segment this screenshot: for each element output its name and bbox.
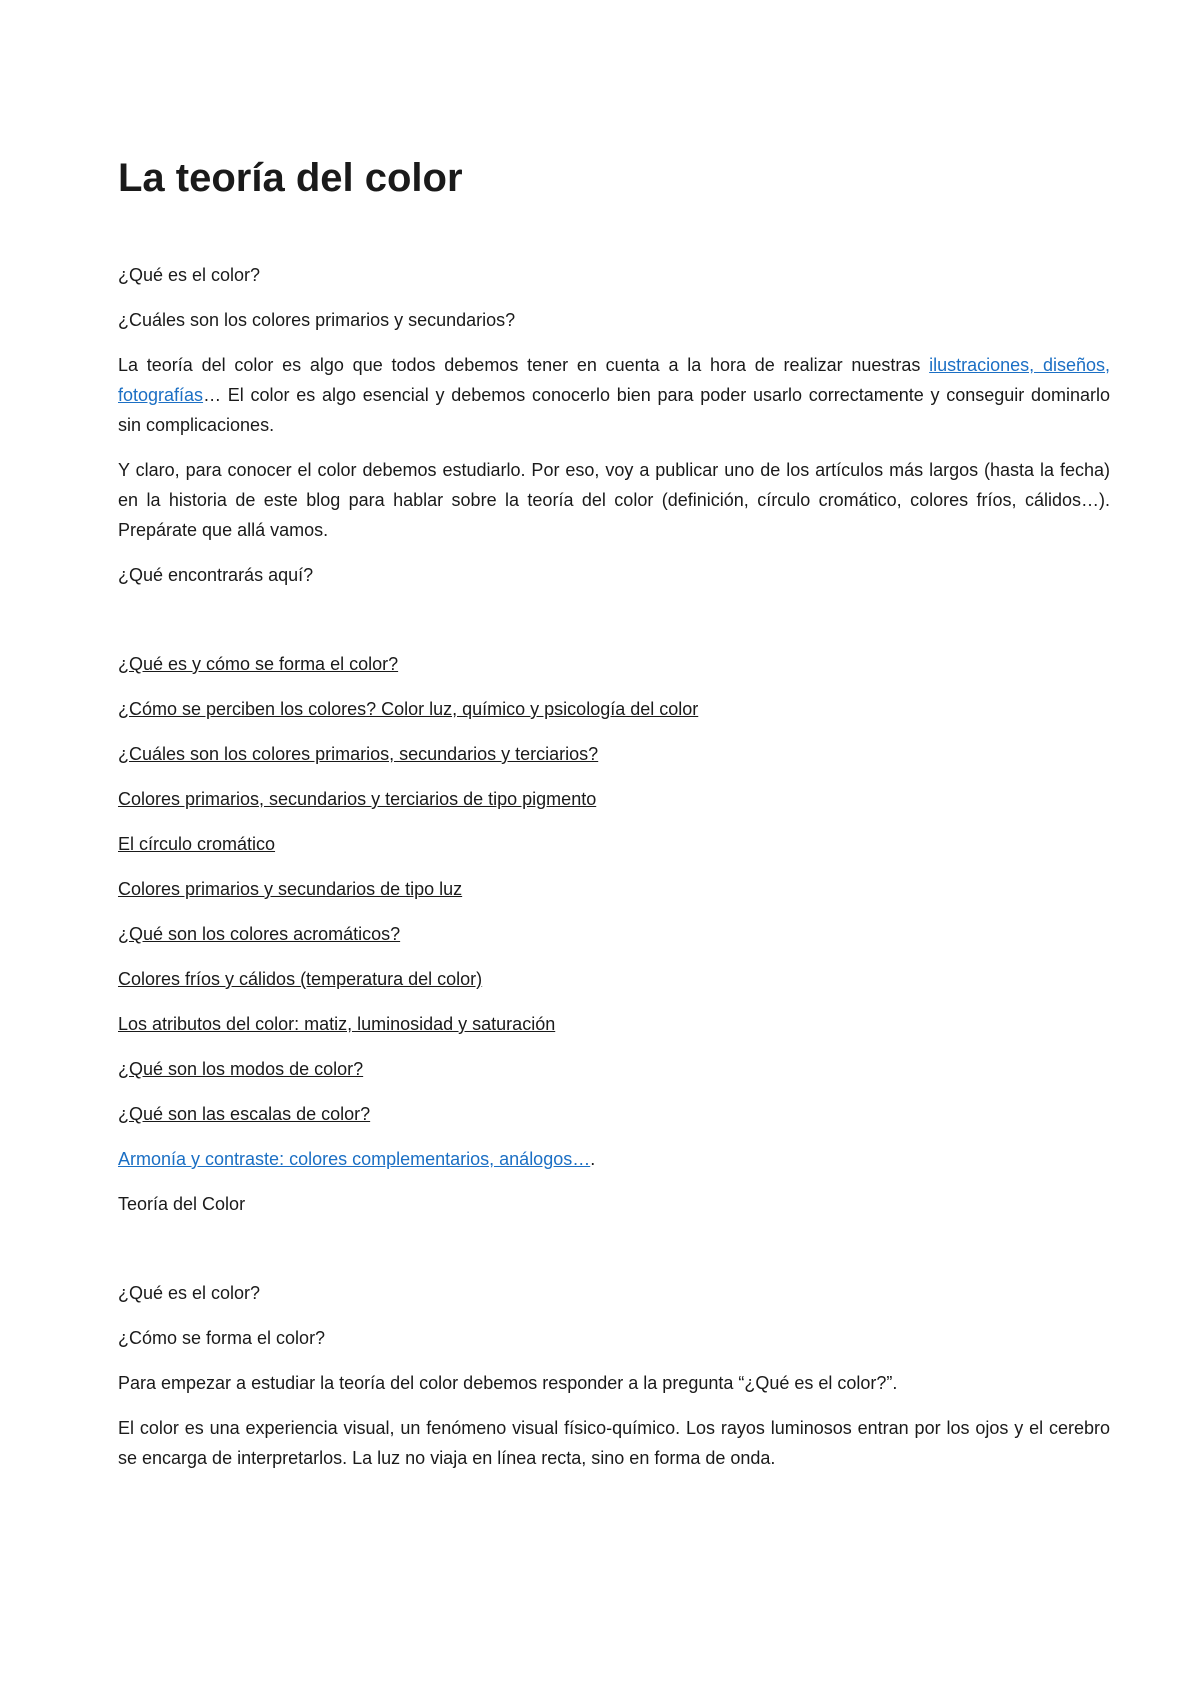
- spacer: [118, 1234, 1110, 1278]
- toc-link[interactable]: Colores primarios, secundarios y terciarios de tipo pigmento: [118, 789, 597, 809]
- section-question-how-color-forms: ¿Cómo se forma el color?: [118, 1328, 326, 1348]
- toc-link[interactable]: Colores fríos y cálidos (temperatura del color): [118, 969, 483, 989]
- section-paragraph-2: El color es una experiencia visual, un fenómeno visual físico-químico. Los rayos luminosos entran por los ojos y el cerebro se encarga de interpretarlos. La luz no viaja en línea recta, sino en forma de onda.: [118, 1418, 1110, 1468]
- section-question-what-is-color: ¿Qué es el color?: [118, 1283, 261, 1303]
- toc-item: [118, 784, 1110, 814]
- page-title: La teoría del color: [118, 156, 463, 200]
- toc-heading: ¿Qué encontrarás aquí?: [118, 565, 314, 585]
- toc-link[interactable]: ¿Qué son los modos de color?: [118, 1059, 364, 1079]
- illustrations-link[interactable]: ilustraciones, diseños, fotografías: [118, 355, 1110, 405]
- toc-item: [118, 874, 1110, 904]
- toc-item: [118, 1009, 1110, 1039]
- toc-item: [118, 649, 1110, 679]
- toc-item: [118, 694, 1110, 724]
- toc-item: [118, 739, 1110, 769]
- intro-question-what-is-color: ¿Qué es el color?: [118, 265, 261, 285]
- toc-item: [118, 1099, 1110, 1129]
- intro-paragraph-1-end: … El color es algo esencial y debemos conocerlo bien para poder usarlo correctamente y conseguir dominarlo sin complicaciones.: [118, 385, 1110, 435]
- toc-item-harmony: [118, 1144, 1110, 1174]
- toc-link[interactable]: Colores primarios y secundarios de tipo luz: [118, 879, 463, 899]
- intro-paragraph-1-start: La teoría del color es algo que todos debemos tener en cuenta a la hora de realizar nuestras: [118, 355, 930, 375]
- document-page: [118, 150, 1110, 1488]
- toc-link[interactable]: El círculo cromático: [118, 834, 276, 854]
- section-paragraph-1: Para empezar a estudiar la teoría del color debemos responder a la pregunta “¿Qué es el color?”.: [118, 1373, 898, 1393]
- harmony-contrast-link[interactable]: Armonía y contraste: colores complementarios, análogos…: [118, 1149, 591, 1169]
- toc-item: [118, 829, 1110, 859]
- intro-question-primary-secondary: ¿Cuáles son los colores primarios y secundarios?: [118, 310, 516, 330]
- intro-paragraph-2: Y claro, para conocer el color debemos estudiarlo. Por eso, voy a publicar uno de los artículos más largos (hasta la fecha) en la historia de este blog para hablar sobre la teoría del color (definición, círculo cromático, colores fríos, cálidos…). Prepárate que allá vamos.: [118, 460, 1110, 540]
- toc-item: [118, 964, 1110, 994]
- toc-link[interactable]: ¿Cómo se perciben los colores? Color luz, químico y psicología del color: [118, 699, 699, 719]
- toc-item: [118, 1054, 1110, 1084]
- toc-link[interactable]: Los atributos del color: matiz, luminosidad y saturación: [118, 1014, 556, 1034]
- toc-item: [118, 919, 1110, 949]
- toc-link[interactable]: ¿Qué son las escalas de color?: [118, 1104, 371, 1124]
- intro-paragraph-1: [118, 350, 1110, 440]
- spacer: [118, 605, 1110, 649]
- toc-link[interactable]: ¿Qué son los colores acromáticos?: [118, 924, 401, 944]
- toc-item-suffix: .: [590, 1149, 596, 1169]
- table-of-contents: [118, 649, 1110, 1174]
- toc-link[interactable]: ¿Qué es y cómo se forma el color?: [118, 654, 399, 674]
- section-label: Teoría del Color: [118, 1194, 246, 1214]
- toc-link[interactable]: ¿Cuáles son los colores primarios, secundarios y terciarios?: [118, 744, 599, 764]
